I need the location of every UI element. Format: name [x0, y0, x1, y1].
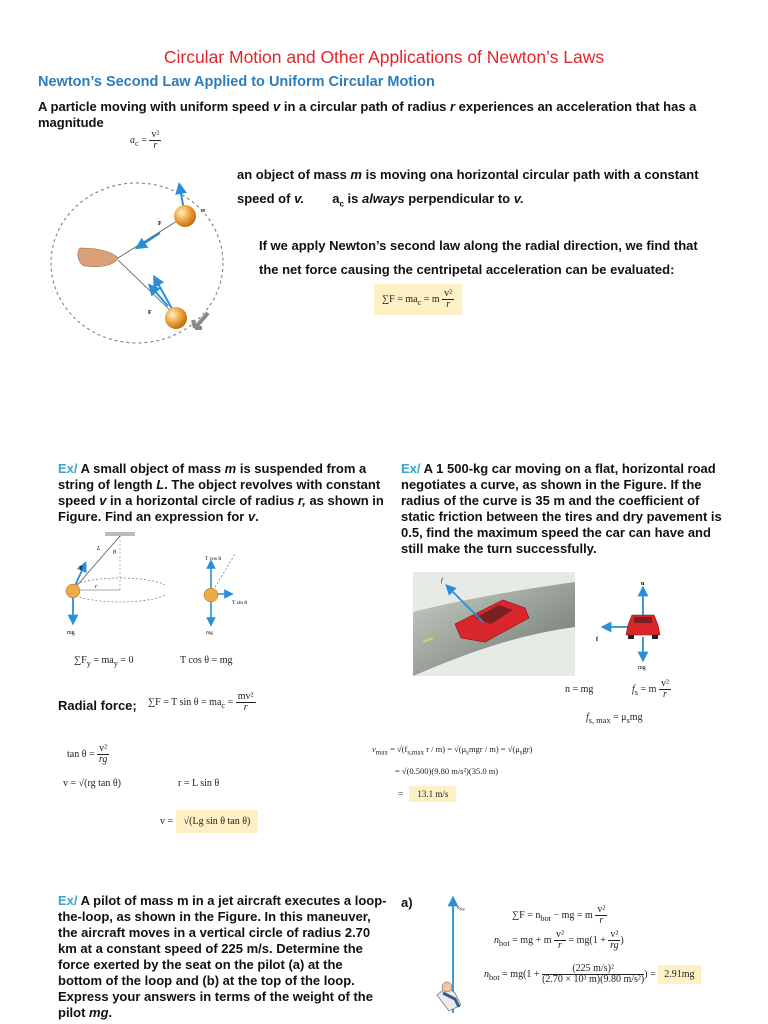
friction-equation: $f_s = m$ $\frac{\text{v²}}{r}$	[632, 678, 669, 700]
car-rear-window	[634, 617, 652, 623]
tan-equation: tan θ = $\frac{\text{v²}}{rg}$	[67, 743, 108, 765]
label-n: n	[641, 581, 645, 587]
sum-fy-equation: $\sum F_y = ma_y = 0$	[74, 655, 134, 668]
circular-path	[51, 183, 223, 343]
tire-right	[652, 635, 658, 639]
bob	[204, 588, 218, 602]
figure-label-fr-2: F	[148, 310, 152, 316]
string-line-2	[118, 260, 176, 316]
vmax-equation: $v_{max} = √(f_{s,max}$ $r / m) = √(\mu_smgr / m) = √(\mu_sgr)$	[372, 744, 533, 757]
section-subtitle: Newton’s Second Law Applied to Uniform Circular Motion	[38, 74, 435, 90]
string-line	[118, 216, 185, 258]
label-l: L	[97, 546, 101, 552]
ceiling-support	[105, 532, 135, 536]
label-fs-2: f	[596, 637, 598, 643]
label-mg-3: mg	[638, 665, 646, 671]
force-arrow-top	[140, 233, 160, 246]
figure-label-m: m	[201, 208, 206, 214]
ball-top	[174, 205, 196, 227]
motion-arrow-icon	[193, 313, 208, 328]
mass-description: an object of mass m is moving ona horizontal circular path with a constant speed of v. $a_c$ is always perpendicular to v.	[237, 167, 699, 209]
pilot-figure	[425, 895, 475, 1020]
example-2-text: Ex/ A 1 500-kg car moving on a flat, horizontal road negotiates a curve, as shown in the Figure. If the radius of the curve is 35 m and the coefficient of static friction between the tires and dry pavement is 0.5, find the maximum speed the car can have and still make the turn successfully.	[401, 461, 722, 556]
centripetal-acceleration-equation: $a_c$ = $\frac{\text{v²}}{r}$	[130, 129, 160, 151]
r-equation: r = L sin θ	[178, 778, 220, 789]
car-curve-figure	[413, 572, 575, 676]
part-a-label: a)	[401, 895, 413, 910]
label-nbot: $n_{bot}$	[457, 906, 465, 912]
net-force-equation: $\sum F = ma_c = m$ $\frac{\text{v²}}{r}$	[374, 284, 462, 315]
ball-bottom	[165, 307, 187, 329]
page-title: Circular Motion and Other Applications of Newton’s Laws	[163, 47, 605, 67]
pilot-head	[442, 982, 452, 992]
pendulum-bob	[66, 584, 80, 598]
intro-paragraph: A particle moving with uniform speed v in a circular path of radius r experiences an acceleration that has a magnitude	[38, 99, 697, 130]
label-r: r	[95, 584, 98, 590]
normal-equation: n = mg	[565, 684, 594, 695]
v-equation: v = √(rg tan θ)	[63, 778, 121, 789]
v-final-equation: v = √(Lg sin θ tan θ)	[160, 810, 258, 833]
vmax-substitution: = √(0.500)(9.80 m/s²)(35.0 m)	[395, 766, 499, 776]
label-tsin: T sin θ	[232, 600, 248, 606]
radial-force-equation: ∑F = T $\sin \theta = ma_c$ = $\frac{\text{mv²}}{r}$	[148, 691, 254, 713]
car-fbd-figure	[592, 575, 692, 675]
label-mg-2: mg	[206, 630, 214, 636]
radial-force-label: Radial force;	[58, 698, 137, 713]
label-tcos: T cos θ	[205, 556, 221, 562]
label-t: T	[79, 566, 84, 572]
pilot-normal-numeric: $n_{bot} = mg(1$ + $\frac{\text{(225 m/s)²}}{\text{(2.70 × 10³ m)(9.80 m/s²)}}$ ) = 2.91mg	[484, 964, 701, 985]
circular-motion-figure	[40, 178, 240, 348]
hand-icon	[78, 248, 118, 267]
example-1-text: Ex/ A small object of mass m is suspended from a string of length L. The object revolves with constant speed v in a horizontal circle of radius r, as shown in Figure. Find an expression for v.	[58, 461, 384, 524]
max-friction-equation: $f_{s, max} = \mu_smg$	[586, 712, 643, 725]
tcos-equation: T cos θ = mg	[180, 655, 233, 666]
pilot-sum-force: $\sum F = n_{bot}$ − mg = m $\frac{\text{v²}}{r}$	[512, 904, 606, 926]
conical-pendulum-figure	[55, 530, 165, 640]
pilot-normal-force: $n_{bot}$ = mg + m $\frac{\text{v²}}{r}$ = mg(1 + $\frac{\text{v²}}{rg}$ )	[494, 929, 624, 951]
radial-description: If we apply Newton’s second law along the radial direction, we find that the net force causing the centripetal acceleration can be evaluated:	[259, 238, 698, 277]
label-theta: θ	[113, 550, 116, 556]
tension-fbd-figure	[195, 550, 275, 640]
tire-left	[628, 635, 634, 639]
example-3-text: Ex/ A pilot of mass m in a jet aircraft executes a loop- the-loop, as shown in the Figure. In this maneuver, the aircraft moves in a vertical circle of radius 2.70 km at a constant speed of 225 m/s. Determine the force exerted by the seat on the pilot (a) at the bottom of the loop and (b) at the top of the loop. Express your answers in terms of the weight of the pilot mg.	[58, 893, 387, 1020]
figure-label-fr: F	[158, 221, 162, 227]
pendulum-string	[73, 536, 120, 590]
label-mg: mg	[67, 630, 75, 636]
label-fs: f	[441, 578, 443, 584]
vmax-result: = 13.1 m/s	[398, 786, 456, 802]
